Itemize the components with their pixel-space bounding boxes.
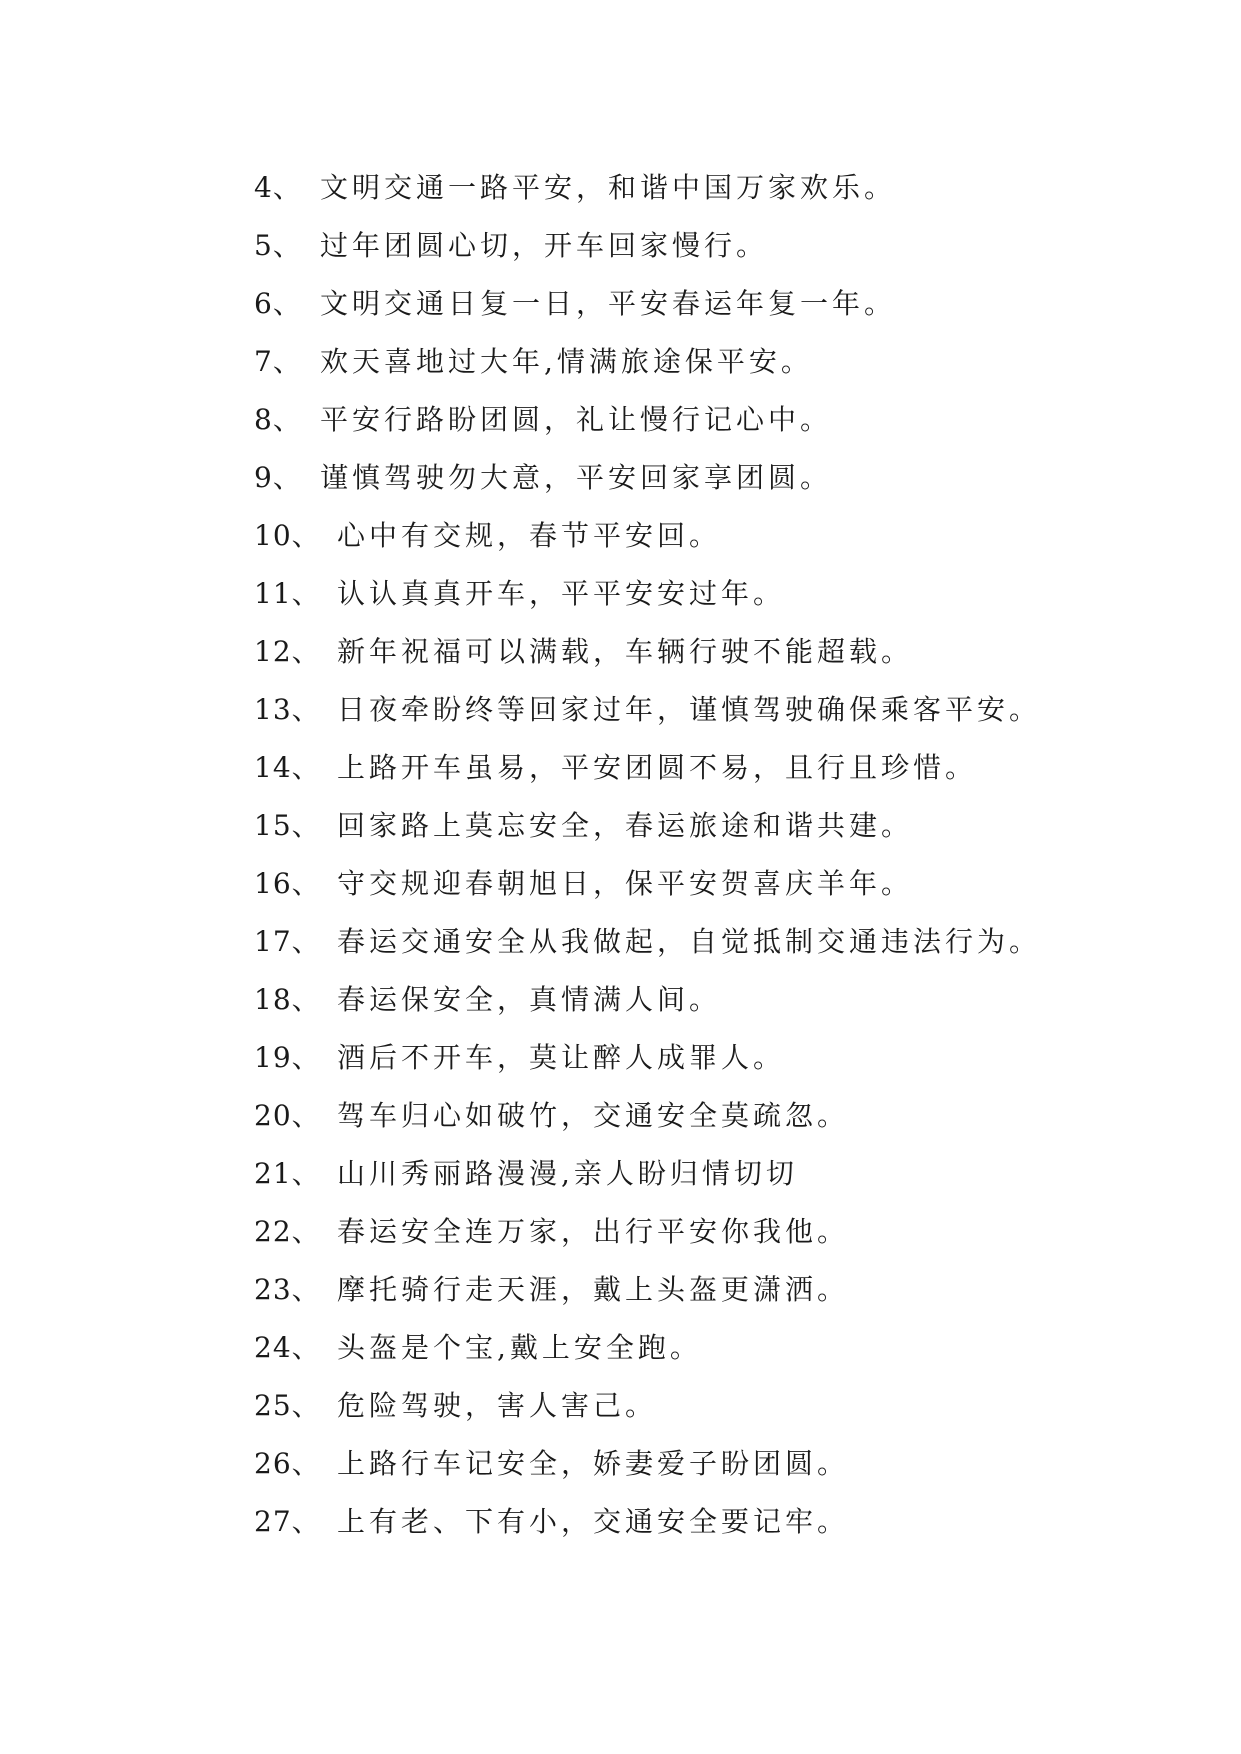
list-item bbox=[254, 1259, 1204, 1317]
list-item bbox=[254, 389, 1204, 447]
item-number: 11、 bbox=[254, 577, 321, 610]
item-number: 9、 bbox=[254, 461, 302, 494]
item-text: 酒后不开车，莫让醉人成罪人。 bbox=[337, 1041, 786, 1074]
list-item bbox=[254, 1085, 1204, 1143]
item-text: 危险驾驶，害人害己。 bbox=[337, 1389, 658, 1422]
item-number: 12、 bbox=[254, 635, 321, 668]
item-text: 上路行车记安全，娇妻爱子盼团圆。 bbox=[337, 1447, 850, 1480]
item-number: 19、 bbox=[254, 1041, 321, 1074]
list-item bbox=[254, 447, 1204, 505]
list-item bbox=[254, 1433, 1204, 1491]
list-item bbox=[254, 1201, 1204, 1259]
item-text: 驾车归心如破竹，交通安全莫疏忽。 bbox=[337, 1099, 850, 1132]
item-text: 日夜牵盼终等回家过年，谨慎驾驶确保乘客平安。 bbox=[337, 693, 1042, 726]
item-text: 头盔是个宝,戴上安全跑。 bbox=[337, 1331, 702, 1364]
list-item bbox=[254, 331, 1204, 389]
item-text: 上有老、下有小，交通安全要记牢。 bbox=[337, 1505, 850, 1538]
list-item bbox=[254, 505, 1204, 563]
list-item bbox=[254, 1491, 1204, 1549]
list-item bbox=[254, 737, 1204, 795]
item-text: 平安行路盼团圆，礼让慢行记心中。 bbox=[320, 403, 833, 436]
item-number: 20、 bbox=[254, 1099, 321, 1132]
item-number: 10、 bbox=[254, 519, 321, 552]
list-item bbox=[254, 563, 1204, 621]
item-text: 摩托骑行走天涯，戴上头盔更潇洒。 bbox=[337, 1273, 850, 1306]
item-number: 15、 bbox=[254, 809, 321, 842]
item-text: 回家路上莫忘安全，春运旅途和谐共建。 bbox=[337, 809, 914, 842]
item-text: 认认真真开车，平平安安过年。 bbox=[337, 577, 786, 610]
item-number: 4、 bbox=[254, 171, 302, 204]
item-text: 春运保安全，真情满人间。 bbox=[337, 983, 722, 1016]
item-number: 18、 bbox=[254, 983, 321, 1016]
list-item bbox=[254, 1143, 1204, 1201]
list-item bbox=[254, 1317, 1204, 1375]
item-number: 27、 bbox=[254, 1505, 321, 1538]
item-number: 8、 bbox=[254, 403, 302, 436]
item-number: 7、 bbox=[254, 345, 302, 378]
item-number: 24、 bbox=[254, 1331, 321, 1364]
item-number: 26、 bbox=[254, 1447, 321, 1480]
item-text: 谨慎驾驶勿大意，平安回家享团圆。 bbox=[320, 461, 833, 494]
item-number: 14、 bbox=[254, 751, 321, 784]
item-number: 6、 bbox=[254, 287, 302, 320]
item-text: 上路开车虽易，平安团圆不易，且行且珍惜。 bbox=[337, 751, 978, 784]
item-number: 25、 bbox=[254, 1389, 321, 1422]
item-text: 文明交通日复一日，平安春运年复一年。 bbox=[320, 287, 897, 320]
item-number: 17、 bbox=[254, 925, 321, 958]
item-text: 新年祝福可以满载，车辆行驶不能超载。 bbox=[337, 635, 914, 668]
item-number: 23、 bbox=[254, 1273, 321, 1306]
list-item bbox=[254, 215, 1204, 273]
list-item bbox=[254, 273, 1204, 331]
slogan-list bbox=[254, 157, 1204, 1549]
item-number: 16、 bbox=[254, 867, 321, 900]
item-number: 5、 bbox=[254, 229, 302, 262]
item-text: 文明交通一路平安，和谐中国万家欢乐。 bbox=[320, 171, 897, 204]
item-text: 春运交通安全从我做起，自觉抵制交通违法行为。 bbox=[337, 925, 1042, 958]
item-number: 21、 bbox=[254, 1157, 321, 1190]
item-text: 欢天喜地过大年,情满旅途保平安。 bbox=[320, 345, 813, 378]
list-item bbox=[254, 1375, 1204, 1433]
list-item bbox=[254, 795, 1204, 853]
item-text: 过年团圆心切，开车回家慢行。 bbox=[320, 229, 769, 262]
list-item bbox=[254, 679, 1204, 737]
list-item bbox=[254, 157, 1204, 215]
list-item bbox=[254, 1027, 1204, 1085]
item-number: 13、 bbox=[254, 693, 321, 726]
item-text: 守交规迎春朝旭日，保平安贺喜庆羊年。 bbox=[337, 867, 914, 900]
item-text: 春运安全连万家，出行平安你我他。 bbox=[337, 1215, 850, 1248]
list-item bbox=[254, 853, 1204, 911]
item-text: 山川秀丽路漫漫,亲人盼归情切切 bbox=[337, 1157, 798, 1190]
list-item bbox=[254, 911, 1204, 969]
item-text: 心中有交规，春节平安回。 bbox=[337, 519, 722, 552]
list-item bbox=[254, 969, 1204, 1027]
item-number: 22、 bbox=[254, 1215, 321, 1248]
list-item bbox=[254, 621, 1204, 679]
